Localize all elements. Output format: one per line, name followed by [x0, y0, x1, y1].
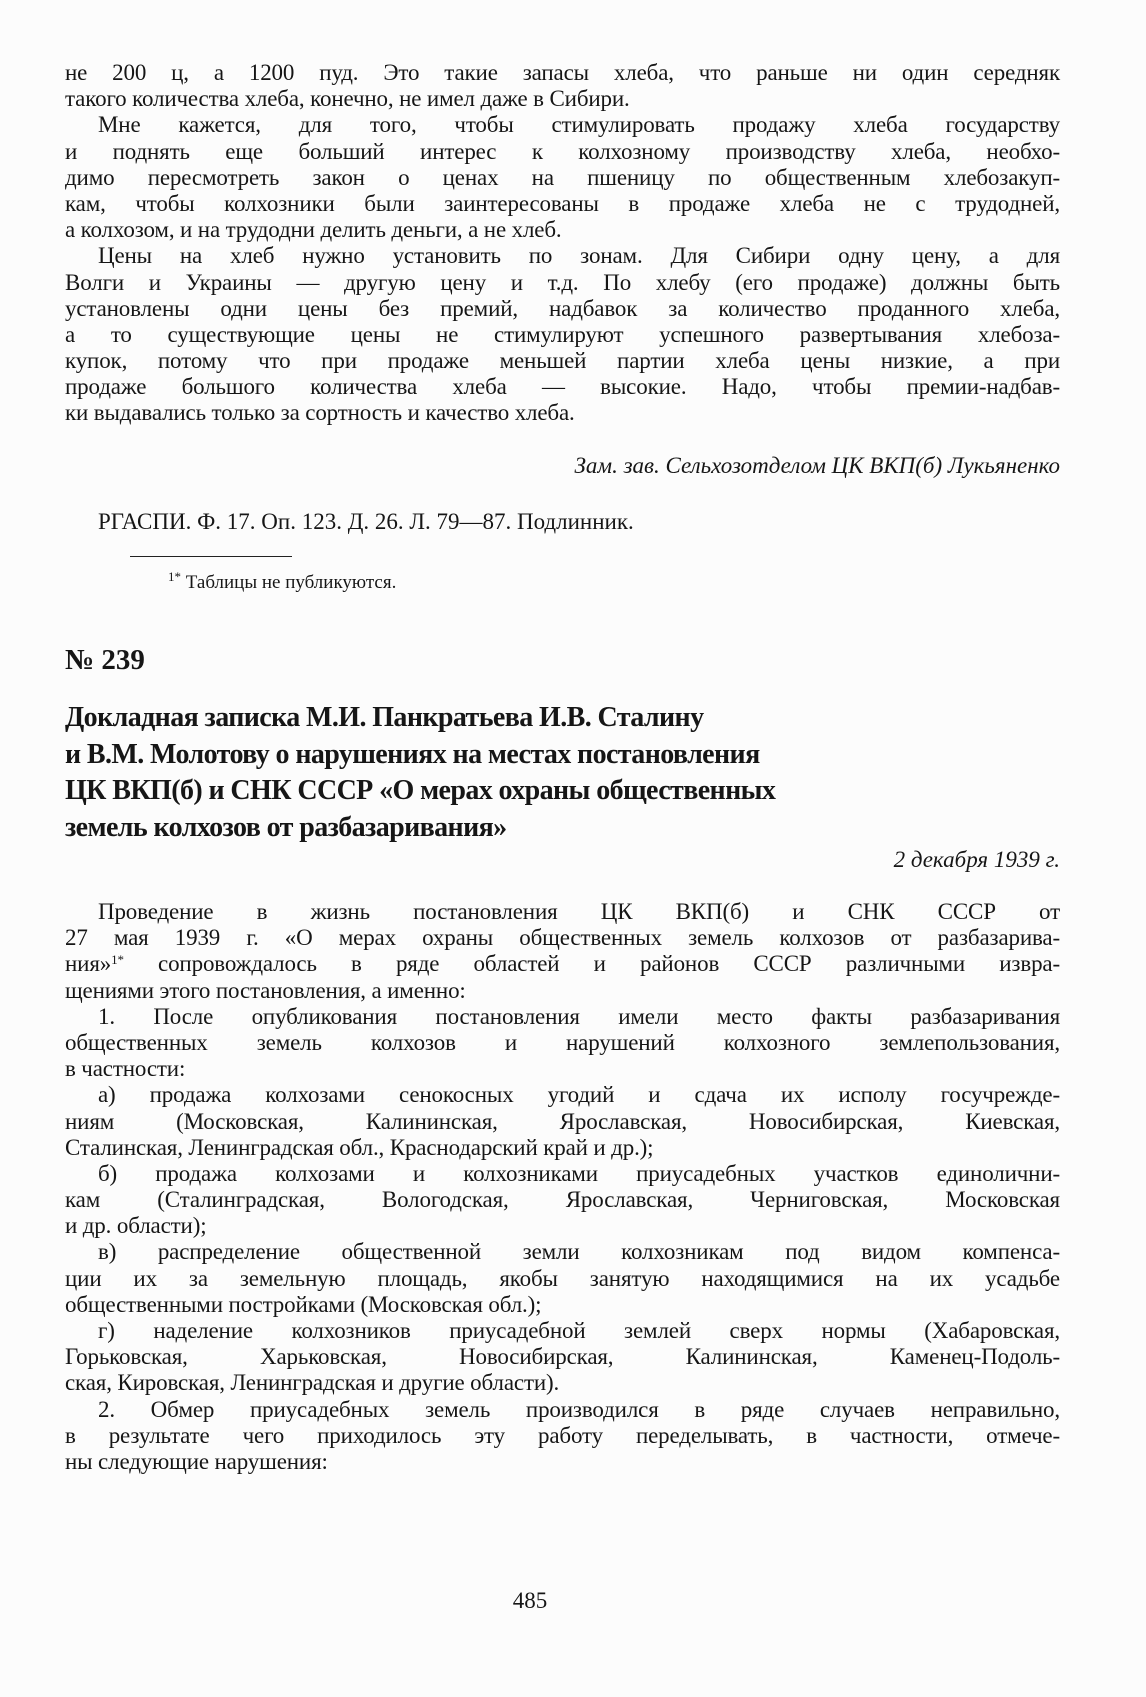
text-line: а то существующие цены не стимулируют успешного развертывания хлебоза- — [65, 321, 1060, 347]
text-line: 27 мая 1939 г. «О мерах охраны общественных земель колхозов от разбазарива- — [65, 925, 1060, 951]
text-line: ки выдавались только за сортность и качество хлеба. — [65, 400, 575, 426]
text-line — [65, 951, 1060, 977]
text-segment: сопровождалось в ряде областей и районов СССР различными извра- — [123, 951, 1060, 977]
text-line: Проведение в жизнь постановления ЦК ВКП(б) и СНК СССР от — [98, 899, 1060, 924]
footnote — [168, 571, 396, 595]
text-line: общественными постройками (Московская обл.); — [65, 1291, 542, 1317]
footnote-text: Таблицы не публикуются. — [185, 572, 397, 593]
text-line: в) распределение общественной земли колхозникам под видом компенса- — [98, 1239, 1060, 1265]
footnote-divider — [130, 556, 292, 557]
text-line: димо пересмотреть закон о ценах на пшеницу по общественным хлебозакуп- — [65, 164, 1060, 190]
document-date: 2 декабря 1939 г. — [893, 847, 1060, 872]
signature: Зам. зав. Сельхозотделом ЦК ВКП(б) Лукьяненко — [574, 453, 1060, 478]
text-line: Мне кажется, для того, чтобы стимулировать продажу хлеба государству — [98, 112, 1060, 138]
text-line: г) наделение колхозников приусадебной землей сверх нормы (Хабаровская, — [98, 1318, 1060, 1343]
text-line: в частности: — [65, 1056, 186, 1082]
text-line: Горьковская, Харьковская, Новосибирская, Калининская, Каменец-Подоль- — [65, 1344, 1060, 1370]
footnote-reference: 1* — [111, 952, 124, 968]
text-line: установлены одни цены без премий, надбавок за количество проданного хлеба, — [65, 295, 1060, 321]
text-line: такого количества хлеба, конечно, не имел даже в Сибири. — [65, 86, 630, 112]
text-line: ская, Кировская, Ленинградская и другие области). — [65, 1370, 560, 1396]
archive-reference: РГАСПИ. Ф. 17. Оп. 123. Д. 26. Л. 79—87. Подлинник. — [98, 509, 634, 534]
text-line: б) продажа колхозами и колхозниками приусадебных участков единолични- — [98, 1160, 1060, 1186]
text-line: а) продажа колхозами сенокосных угодий и сдача их исполу госучрежде- — [98, 1082, 1060, 1108]
text-line: Волги и Украины — другую цену и т.д. По хлебу (его продаже) должны быть — [65, 269, 1060, 295]
document-number: № 239 — [65, 644, 145, 676]
title-line: земель колхозов от разбазаривания» — [65, 812, 507, 844]
text-line: Сталинская, Ленинградская обл., Краснодарский край и др.); — [65, 1134, 654, 1160]
title-line: и В.М. Молотову о нарушениях на местах постановления — [65, 738, 760, 770]
text-line: ции их за земельную площадь, якобы занятую находящимися на их усадьбе — [65, 1265, 1060, 1291]
text-line: не 200 ц, а 1200 пуд. Это такие запасы хлеба, что раньше ни один середняк — [65, 60, 1060, 85]
previous-document-text — [65, 60, 1060, 427]
text-line: кам (Сталинградская, Вологодская, Ярославская, Черниговская, Московская — [65, 1187, 1060, 1213]
title-line: Докладная записка М.И. Панкратьева И.В. Сталину — [65, 702, 704, 733]
text-line: щениями этого постановления, а именно: — [65, 977, 466, 1003]
text-line: 2. Обмер приусадебных земель производился в ряде случаев неправильно, — [98, 1396, 1060, 1422]
text-line: ны следующие нарушения: — [65, 1448, 328, 1474]
text-line: и др. области); — [65, 1213, 207, 1239]
text-segment: ния» — [65, 951, 112, 977]
document-title — [65, 700, 775, 847]
text-line: кам, чтобы колхозники были заинтересованы в продаже хлеба не с трудодней, — [65, 190, 1060, 216]
text-line: ниям (Московская, Калининская, Ярославская, Новосибирская, Киевская, — [65, 1108, 1060, 1134]
text-line: общественных земель колхозов и нарушений колхозного землепользования, — [65, 1029, 1060, 1055]
text-line: продаже большого количества хлеба — высокие. Надо, чтобы премии-надбав- — [65, 374, 1060, 400]
text-line: купок, потому что при продаже меньшей партии хлеба цены низкие, а при — [65, 348, 1060, 374]
document-body — [65, 899, 1060, 1475]
page-number: 485 — [512, 1588, 548, 1613]
footnote-mark: 1* — [168, 569, 181, 584]
text-line: и поднять еще больший интерес к колхозному производству хлеба, необхо- — [65, 138, 1060, 164]
title-line: ЦК ВКП(б) и СНК СССР «О мерах охраны общественных — [65, 775, 776, 807]
text-line: 1. После опубликования постановления имели место факты разбазаривания — [98, 1003, 1060, 1029]
text-line: в результате чего приходилось эту работу переделывать, в частности, отмече- — [65, 1422, 1060, 1448]
text-line: а колхозом, и на трудодни делить деньги, а не хлеб. — [65, 217, 562, 243]
text-line: Цены на хлеб нужно установить по зонам. Для Сибири одну цену, а для — [98, 243, 1060, 269]
